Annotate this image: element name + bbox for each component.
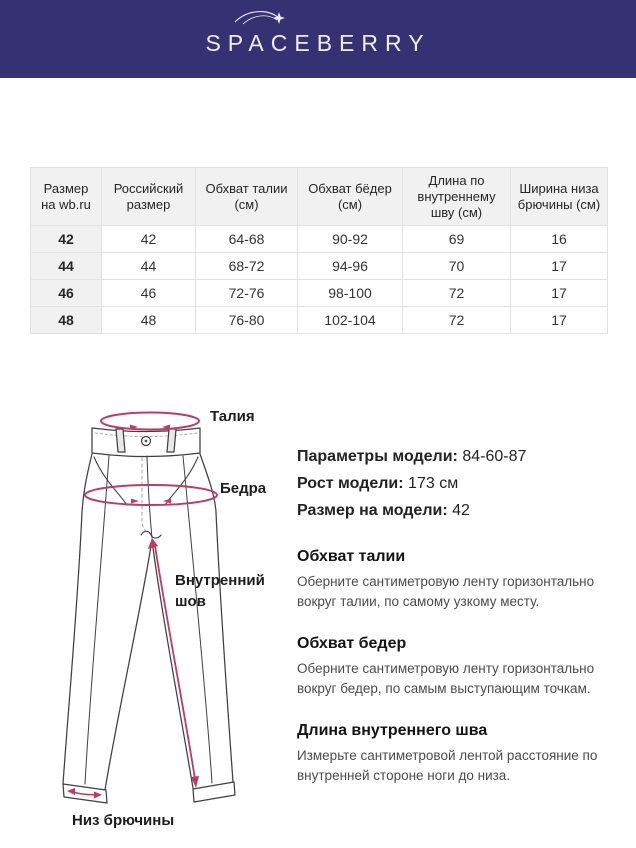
section-hips-title: Обхват бедер — [297, 635, 407, 652]
brand-name: SPACEBERRY — [205, 29, 431, 56]
table-cell: 46 — [31, 280, 102, 307]
table-cell: 70 — [403, 253, 511, 280]
table-cell: 44 — [31, 253, 102, 280]
model-params-label: Параметры модели: — [297, 448, 458, 465]
info-column — [297, 443, 629, 785]
model-size-line — [297, 497, 629, 524]
table-cell: 90-92 — [298, 226, 403, 253]
col-header-hips: Обхват бёдер (см) — [298, 168, 403, 226]
table-row — [31, 226, 608, 253]
hem-label: Низ брючины — [72, 812, 175, 829]
model-height-value: 173 см — [408, 475, 459, 492]
brand-header — [0, 0, 636, 78]
table-cell: 76-80 — [196, 307, 298, 334]
table-cell: 98-100 — [298, 280, 403, 307]
table-cell: 102-104 — [298, 307, 403, 334]
model-size-value: 42 — [452, 502, 470, 519]
model-params-value: 84-60-87 — [462, 448, 527, 465]
table-cell: 17 — [511, 280, 608, 307]
table-cell: 48 — [102, 307, 196, 334]
table-cell: 64-68 — [196, 226, 298, 253]
size-table-wrap — [30, 167, 608, 334]
table-cell: 17 — [511, 307, 608, 334]
brand-logo — [205, 22, 430, 57]
section-inseam-title: Длина внутреннего шва — [297, 722, 488, 739]
model-height-line — [297, 470, 629, 497]
section-hips — [297, 635, 629, 698]
table-cell: 42 — [31, 226, 102, 253]
table-cell: 72 — [403, 280, 511, 307]
table-row — [31, 253, 608, 280]
section-hips-text: Оберните сантиметровую ленту горизонтально вокруг бедер, по самым выступающим точкам. — [297, 661, 595, 696]
inseam-label: Внутренний шов — [175, 572, 265, 610]
table-row — [31, 307, 608, 334]
col-header-hem-width: Ширина низа брючины (см) — [511, 168, 608, 226]
table-cell: 16 — [511, 226, 608, 253]
hips-label: Бедра — [220, 480, 267, 497]
shooting-star-icon — [233, 6, 285, 32]
table-cell: 69 — [403, 226, 511, 253]
model-height-label: Рост модели: — [297, 475, 404, 492]
col-header-wb-size: Размер на wb.ru — [31, 168, 102, 226]
section-waist-title: Обхват талии — [297, 548, 406, 565]
table-cell: 72 — [403, 307, 511, 334]
model-size-label: Размер на модели: — [297, 502, 448, 519]
col-header-inseam: Длина по внутреннему шву (см) — [403, 168, 511, 226]
size-table — [30, 167, 608, 334]
table-cell: 42 — [102, 226, 196, 253]
table-cell: 44 — [102, 253, 196, 280]
model-params-line — [297, 443, 629, 470]
table-row — [31, 280, 608, 307]
section-waist — [297, 548, 629, 611]
section-waist-text: Оберните сантиметровую ленту горизонтально вокруг талии, по самому узкому месту. — [297, 574, 595, 609]
table-header-row — [31, 168, 608, 226]
table-cell: 46 — [102, 280, 196, 307]
table-cell: 17 — [511, 253, 608, 280]
col-header-ru-size: Российский размер — [102, 168, 196, 226]
col-header-waist: Обхват талии (см) — [196, 168, 298, 226]
waist-label: Талия — [210, 408, 255, 425]
table-cell: 68-72 — [196, 253, 298, 280]
table-cell: 94-96 — [298, 253, 403, 280]
table-cell: 72-76 — [196, 280, 298, 307]
section-inseam — [297, 722, 629, 785]
section-inseam-text: Измерьте сантиметровой лентой расстояние по внутренней стороне ноги до низа. — [297, 748, 598, 783]
table-cell: 48 — [31, 307, 102, 334]
